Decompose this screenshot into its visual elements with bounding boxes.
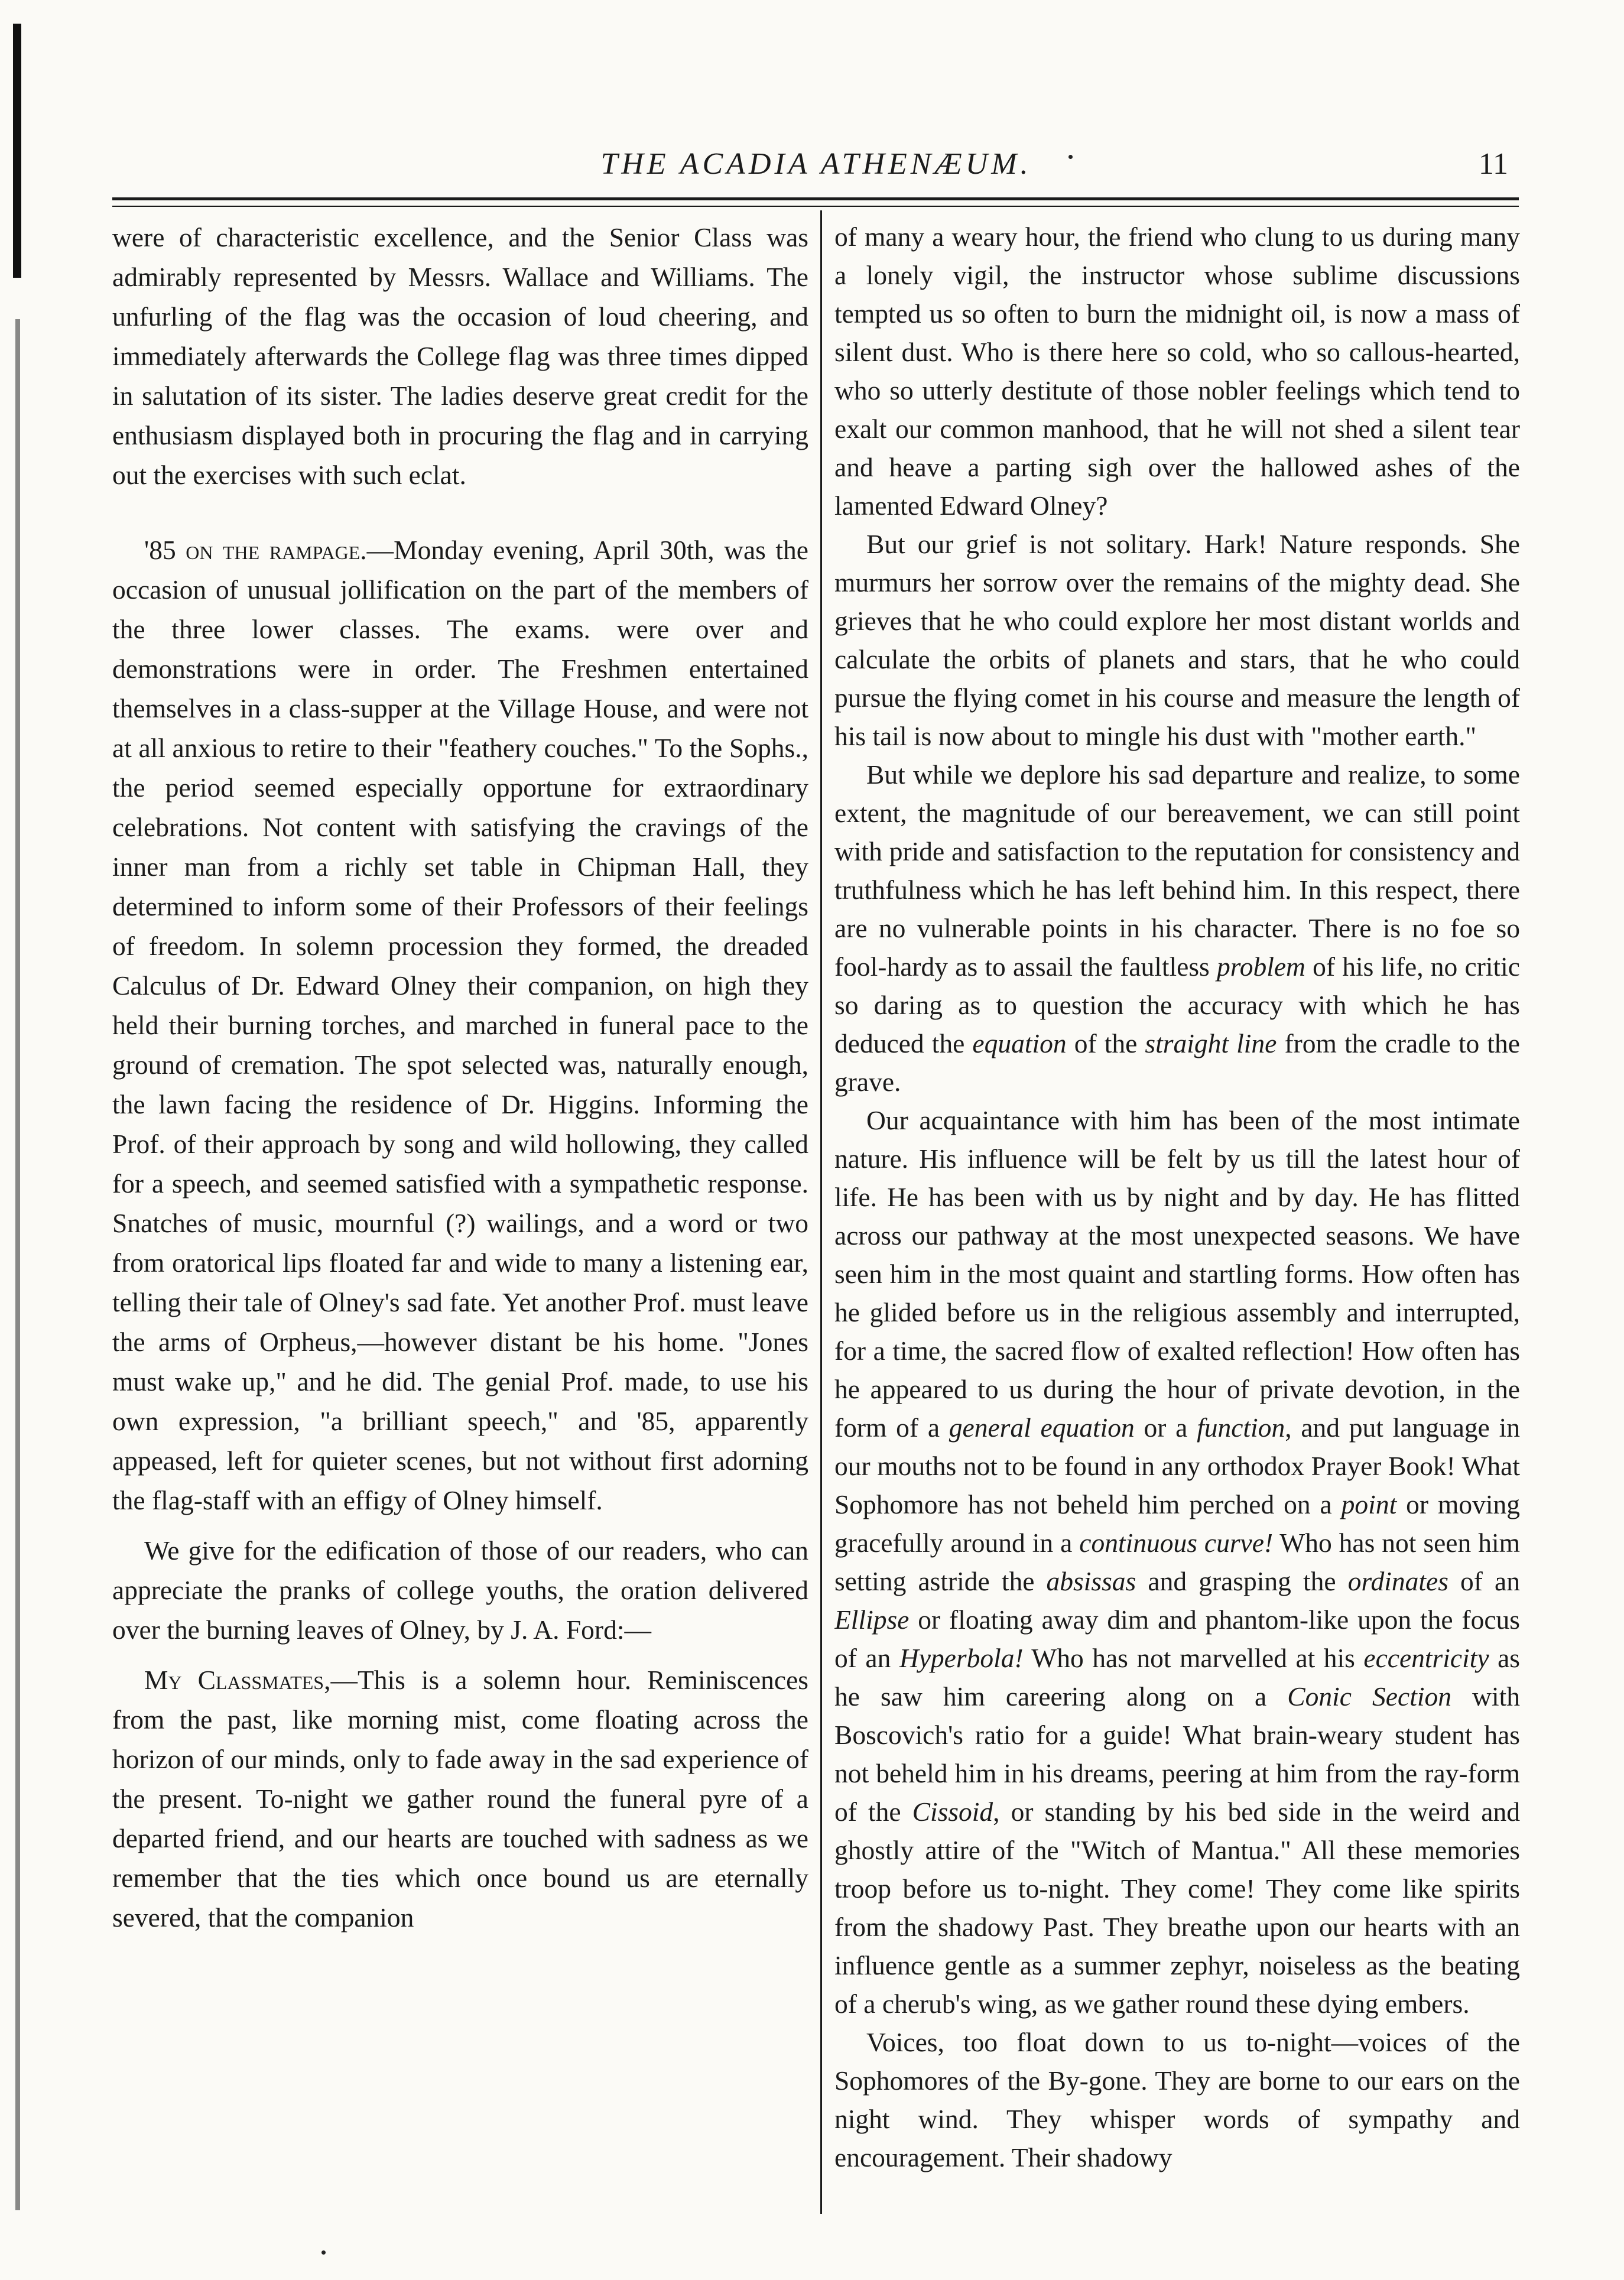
header-rule-thin <box>112 206 1519 207</box>
text-run: or floating away dim and phantom-like upon the focus of an <box>834 1605 1520 1673</box>
italic-term: Cissoid <box>912 1797 993 1827</box>
italic-term: point <box>1341 1489 1397 1519</box>
salutation: My Classmates, <box>144 1665 331 1695</box>
text-run: as he saw him careering along on a <box>834 1643 1520 1711</box>
paragraph-text: —This is a solemn hour. Reminiscences from the past, like morning mist, come floating across the horizon of our minds, only to fade away in the sad experience of the present. To-night we gather round the funeral pyre of a departed friend, and our hearts are touched with sadness as we remember that the ties which once bound us are eternally severed, that the companion <box>112 1665 808 1933</box>
italic-term: absissas <box>1046 1566 1136 1596</box>
italic-term: equation <box>972 1028 1067 1058</box>
text-run: with Boscovich's ratio for a guide! What brain-weary student has not beheld him in his dreams, peering at him from the ray-form of the <box>834 1681 1520 1827</box>
text-run: of his life, no critic so daring as to question the accuracy with which he has deduced the <box>834 951 1520 1058</box>
paragraph: were of characteristic excellence, and the Senior Class was admirably represented by Messrs. Wallace and Williams. The unfurling of the flag was the occasion of loud cheering, and immediately afterwards the College flag was three times dipped in salutation of its sister. The ladies deserve great credit for the enthusiasm displayed both in procuring the flag and in carrying out the exercises with such eclat. <box>112 222 808 490</box>
italic-term: straight line <box>1145 1028 1277 1058</box>
paragraph-rampage <box>112 530 808 1520</box>
paragraph-oration-opening <box>112 1660 808 1937</box>
text-run: , and put language in our mouths not to be found in any orthodox Prayer Book! What Sophomore has not beheld him perched on a <box>834 1412 1520 1519</box>
scan-edge-shadow <box>15 319 20 2210</box>
text-run: of an <box>1448 1566 1520 1596</box>
text-run: and grasping the <box>1136 1566 1348 1596</box>
text-run: or moving gracefully around in a <box>834 1489 1520 1558</box>
text-run: Who has not marvelled at his <box>1023 1643 1364 1673</box>
italic-term: ordinates <box>1347 1566 1448 1596</box>
paragraph <box>834 755 1520 1101</box>
paragraph: We give for the edification of those of our readers, who can appreciate the pranks of college youths, the oration delivered over the burning leaves of Olney, by J. A. Ford:— <box>112 1535 808 1645</box>
text-run: from the cradle to the grave. <box>834 1028 1520 1097</box>
italic-term: eccentricity <box>1363 1643 1489 1673</box>
text-run: But while we deplore his sad departure and realize, to some extent, the magnitude of our bereavement, we can still point with pride and satisfaction to the reputation for consistency and truthfulness which he has left behind him. In this respect, there are no vulnerable points in his character. There is no foe so fool-hardy as to assail the faultless <box>834 759 1520 982</box>
text-run: of the <box>1066 1028 1145 1058</box>
paragraph: But our grief is not solitary. Hark! Nature responds. She murmurs her sorrow over the remains of the mighty dead. She grieves that he who could explore her most distant worlds and calculate the orbits of planets and stars, that he who could pursue the flying comet in his course and measure the length of his tail is now about to mingle his dust with "mother earth." <box>834 529 1520 751</box>
italic-term: problem <box>1216 951 1305 982</box>
right-column <box>834 217 1520 2215</box>
italic-term: Conic Section <box>1287 1681 1451 1711</box>
text-run: , or standing by his bed side in the weird and ghostly attire of the "Witch of Mantua." All these memories troop before us to-night. They come! They come like spirits from the shadowy Past. They breathe upon our hearts with an influence gentle as a summer zephyr, noiseless as the beating of a cherub's wing, as we gather round these dying embers. <box>834 1797 1520 2019</box>
text-run: Our acquaintance with him has been of the most intimate nature. His influence will be felt by us till the latest hour of life. He has been with us by night and by day. He has flitted across our pathway at the most unexpected seasons. We have seen him in the most quaint and startling forms. How often has he glided before us in the religious assembly and interrupted, for a time, the sacred flow of exalted reflection! How often has he appeared to us during the hour of private devotion, in the form of a <box>834 1105 1520 1443</box>
paragraph <box>834 1101 1520 2023</box>
text-run: Who has not seen him setting astride the <box>834 1528 1520 1596</box>
ink-speck <box>321 2250 326 2255</box>
page-number: 11 <box>1478 147 1508 181</box>
header-rule-thick <box>112 197 1519 200</box>
running-header <box>116 147 1516 188</box>
text-run: or a <box>1134 1412 1197 1443</box>
italic-term: Ellipse <box>834 1605 910 1635</box>
left-column <box>112 217 808 2215</box>
journal-title: THE ACADIA ATHENÆUM. <box>600 147 1032 181</box>
paragraph: of many a weary hour, the friend who clung to us during many a lonely vigil, the instructor whose sublime discussions tempted us so often to burn the midnight oil, is now a mass of silent dust. Who is there here so cold, who so callous-hearted, who so utterly destitute of those nobler feelings which tend to exalt our common manhood, that he will not shed a silent tear and heave a parting sigh over the hallowed ashes of the lamented Edward Olney? <box>834 222 1520 521</box>
italic-term: function <box>1197 1412 1285 1443</box>
scan-edge-mark <box>13 24 21 278</box>
paragraph-text: —Monday evening, April 30th, was the occasion of unusual jollification on the part of the members of the three lower classes. The exams. were over and demonstrations were in order. The Freshmen entertained themselves in a class-supper at the Village House, and were not at all anxious to retire to their "feathery couches." To the Sophs., the period seemed especially opportune for extraordinary celebrations. Not content with satisfying the cravings of the inner man from a richly set table in Chipman Hall, they determined to inform some of their Professors of their feelings of freedom. In solemn procession they formed, the dreaded Calculus of Dr. Edward Olney their companion, on high they held their burning torches, and marched in funeral pace to the ground of cremation. The spot selected was, naturally enough, the lawn facing the residence of Dr. Higgins. Informing the Prof. of their approach by song and wild hollowing, they called for a speech, and seemed satisfied with a sympathetic response. Snatches of music, mournful (?) wailings, and a word or two from oratorical lips floated far and wide to many a listening ear, telling their tale of Olney's sad fate. Yet another Prof. must leave the arms of Orpheus,—however distant be his home. "Jones must wake up," and he did. The genial Prof. made, to use his own expression, "a brilliant speech," and '85, apparently appeased, left for quieter scenes, but not without first adorning the flag-staff with an effigy of Olney himself. <box>112 535 808 1515</box>
column-divider <box>820 210 822 2214</box>
italic-term: continuous curve! <box>1079 1528 1274 1558</box>
paragraph: Voices, too float down to us to-night—voices of the Sophomores of the By-gone. They are borne to our ears on the night wind. They whisper words of sympathy and encouragement. Their shadowy <box>834 2027 1520 2172</box>
section-heading: '85 on the rampage. <box>144 535 367 565</box>
italic-term: general equation <box>949 1412 1135 1443</box>
italic-term: Hyperbola! <box>899 1643 1024 1673</box>
